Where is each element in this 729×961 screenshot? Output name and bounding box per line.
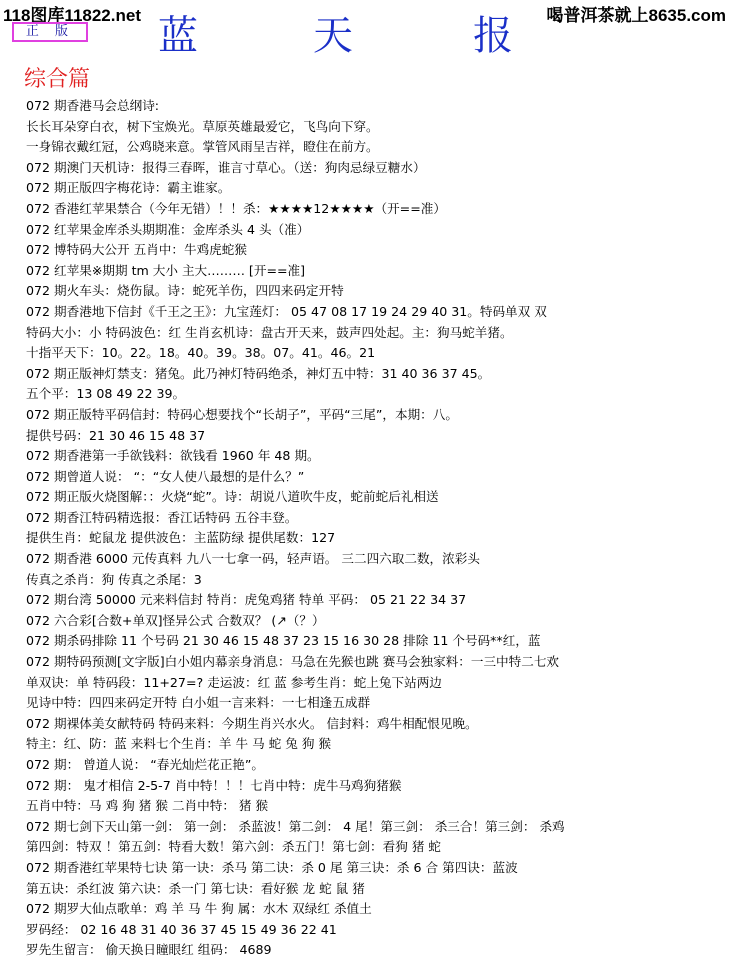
content-line: 072 期台湾 50000 元来料信封 特肖：虎兔鸡猪 特单 平码： 05 21 22 34 37	[26, 592, 467, 608]
edition-badge: 正 版	[12, 22, 88, 42]
section-heading: 综合篇	[24, 67, 91, 92]
content-line: 072 期香港地下信封《千王之王》：九宝莲灯： 05 47 08 17 19 24 29 40 31。特码单双 双	[26, 303, 547, 319]
content-line: 072 期罗大仙点歌单：鸡 羊 马 牛 狗 属：水木 双绿红 杀值土	[26, 901, 372, 917]
content-line: 072 期正版特平码信封：特码心想要找个“长胡子”，平码“三尾”，本期：八。	[26, 406, 458, 422]
content-line: 072 香港红苹果禁合（今年无错）！！杀：★★★★12★★★★（开==准）	[26, 200, 446, 216]
content-line: 一身锦衣戴红冠，公鸡晓来意。掌管风雨呈吉祥，瞪住在前方。	[26, 139, 379, 155]
content-body	[26, 96, 726, 961]
content-line: 072 期香港马会总纲诗:	[26, 98, 160, 113]
content-line: 072 期曾道人说： “：“女人使八最想的是什么？”	[26, 468, 305, 484]
content-line: 072 期正版火烧图解：：火烧“蛇”。诗：胡说八道吹牛皮，蛇前蛇后礼相送	[26, 489, 439, 505]
content-line: 罗先生留言： 偷天换日瞳眼红 组码： 4689	[26, 942, 272, 958]
content-line: 072 期香港 6000 元传真料 九八一七拿一码，轻声语。 三二四六取二数，浓彩头	[26, 551, 480, 567]
page-header	[0, 0, 729, 60]
content-line: 第五诀：杀红波 第六诀：杀一门 第七诀：看好猴 龙 蛇 鼠 猪	[26, 880, 365, 896]
content-line: 072 期七剑下天山第一剑： 第一剑： 杀蓝波！第二剑： 4 尾！第三剑： 杀三合！第三剑： 杀鸡	[26, 818, 565, 834]
content-line: 072 六合彩[合数+单双]怪异公式 合数双？ (↗（？）	[26, 612, 325, 628]
content-line: 传真之杀肖：狗 传真之杀尾：3	[26, 571, 202, 587]
content-line: 五个平：13 08 49 22 39。	[26, 386, 186, 402]
content-line: 072 期香江特码精选报：香江话特码 五谷丰登。	[26, 509, 298, 525]
content-line: 特码大小：小 特码波色：红 生肖玄机诗：盘古开天来，鼓声四处起。主：狗马蛇羊猪。	[26, 324, 513, 340]
content-line: 072 期： 曾道人说： “春光灿烂花正艳”。	[26, 757, 265, 772]
content-line: 072 期杀码排除 11 个号码 21 30 46 15 48 37 23 15 16 30 28 排除 11 个号码**红，蓝	[26, 633, 541, 649]
paper-title-char-2: 天	[313, 13, 353, 59]
content-line: 072 期： 鬼才相信 2-5-7 肖中特！！！七肖中特：虎牛马鸡狗猪猴	[26, 777, 402, 793]
content-line: 072 期火车头：烧伤鼠。诗：蛇死羊伤，四四来码定开特	[26, 283, 344, 299]
content-line: 072 期正版四字梅花诗：霸主谁家。	[26, 180, 231, 196]
content-line: 072 期特码预测[文字版]白小姐内幕亲身消息：马急在先猴也跳 赛马会独家料：一三中特二七欢	[26, 654, 560, 670]
content-line: 五肖中特：马 鸡 狗 猪 猴 二肖中特： 猪 猴	[26, 798, 269, 814]
content-line: 072 期澳门天机诗：报得三春晖，谁言寸草心。（送：狗肉忌绿豆糖水）	[26, 159, 426, 175]
content-line: 072 红苹果金库杀头期期准：金库杀头 4 头（准）	[26, 221, 310, 237]
content-line: 072 期香港第一手欲钱料：欲钱看 1960 年 48 期。	[26, 448, 320, 464]
content-line: 第四剑：特双 ！第五剑：特看大数！第六剑：杀五门！第七剑：看狗 猪 蛇	[26, 839, 442, 855]
site-watermark-left[interactable]: 118图库11822.net	[3, 6, 141, 25]
content-line: 特主：红、防：蓝 来料七个生肖：羊 牛 马 蛇 兔 狗 猴	[26, 736, 332, 752]
content-line: 提供生肖：蛇鼠龙 提供波色：主蓝防绿 提供尾数：127	[26, 530, 336, 546]
content-line: 072 期正版神灯禁支：猪兔。此乃神灯特码绝杀，神灯五中特：31 40 36 37 45。	[26, 365, 491, 381]
content-line: 072 期裸体美女献特码 特码来料：今期生肖兴水火。 信封料：鸡牛相配恨见晚。	[26, 715, 478, 731]
content-line: 长长耳朵穿白衣，树下宝焕光。草原英雄最爱它，飞鸟向下穿。	[26, 118, 379, 134]
content-line: 单双诀：单 特码段：11+27=? 走运波：红 蓝 参考生肖：蛇上兔下站两边	[26, 674, 442, 690]
content-line: 见诗中特：四四来码定开特 白小姐一言来料：一七相逢五成群	[26, 695, 371, 711]
paper-title-char-1: 蓝	[158, 13, 198, 59]
paper-title-char-3: 报	[473, 13, 513, 59]
content-line: 072 期香港红苹果特七诀 第一诀：杀马 第二诀：杀 0 尾 第三诀：杀 6 合 第四诀：蓝波	[26, 859, 518, 875]
site-watermark-right[interactable]: 喝普洱茶就上8635.com	[546, 6, 726, 25]
content-line: 十指平天下：10。22。18。40。39。38。07。41。46。21	[26, 345, 376, 361]
content-line: 罗码经： 02 16 48 31 40 36 37 45 15 49 36 22 41	[26, 921, 337, 937]
content-line: 072 红苹果※期期 tm 大小 主大……… [开==准]	[26, 262, 306, 278]
content-line: 072 博特码大公开 五肖中：牛鸡虎蛇猴	[26, 242, 247, 258]
content-line: 提供号码：21 30 46 15 48 37	[26, 427, 206, 443]
